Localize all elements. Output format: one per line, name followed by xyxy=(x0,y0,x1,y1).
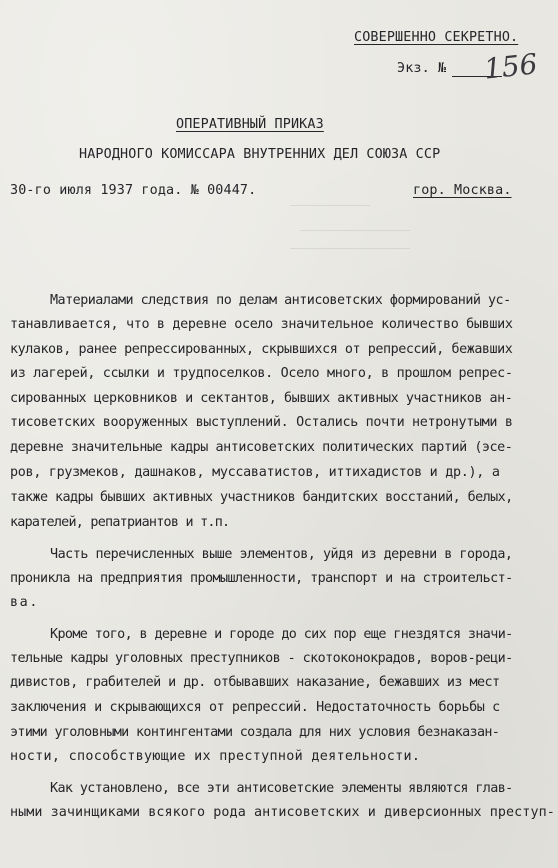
body-line: карателей, репатриантов и т.п. xyxy=(10,515,230,530)
body-line: тельные кадры уголовных преступников - скотоконокрадов, воров-реци- xyxy=(10,651,513,666)
body-line: Часть перечисленных выше элементов, уйдя из деревни в города, xyxy=(50,547,513,562)
faded-mark xyxy=(290,248,410,249)
body-line: тисоветских вооруженных выступлений. Остались почти нетронутыми в xyxy=(10,415,513,430)
secrecy-stamp: СОВЕРШЕННО СЕКРЕТНО. xyxy=(354,30,519,45)
body-line: деревне значительные кадры антисоветских политических партий (эсе- xyxy=(10,440,513,455)
body-line: ров, грузмеков, дашнаков, муссаватистов, иттихадистов и др.), а xyxy=(10,465,500,480)
body-line: также кадры бывших активных участников бандитских восстаний, белых, xyxy=(10,490,513,505)
body-line: из лагерей, ссылки и трудпоселков. Осело много, в прошлом репрес- xyxy=(10,366,513,381)
order-city: гор. Москва. xyxy=(413,183,512,198)
handwritten-copy-number: 156 xyxy=(482,47,539,86)
body-line: кулаков, ранее репрессированных, скрывшихся от репрессий, бежавших xyxy=(10,342,513,357)
body-line: заключения и скрывающихся от репрессий. Недостаточность борьбы с xyxy=(10,700,500,715)
faded-mark xyxy=(290,205,370,206)
faded-mark xyxy=(300,230,410,231)
body-line: танавливается, что в деревне осело значительное количество бывших xyxy=(10,317,513,332)
body-line: ности, способствующие их преступной деятельности. xyxy=(10,749,421,764)
order-title: ОПЕРАТИВНЫЙ ПРИКАЗ xyxy=(176,117,324,132)
body-line: ными зачинщиками всякого рода антисоветских и диверсионных преступ- xyxy=(10,805,555,820)
body-line: Кроме того, в деревне и городе до сих пор еще гнездятся значи- xyxy=(50,627,513,642)
copy-number-label: Экз. № xyxy=(397,61,447,76)
body-line: ва. xyxy=(10,595,39,610)
body-line: дивистов, грабителей и др. отбывавших наказание, бежавших из мест xyxy=(10,675,500,690)
order-date-and-number: 30-го июля 1937 года. № 00447. xyxy=(10,183,257,198)
body-line: проникла на предприятия промышленности, транспорт и на строительст- xyxy=(10,571,513,586)
body-line: Как установлено, все эти антисоветские элементы являются глав- xyxy=(50,781,513,796)
order-subtitle: НАРОДНОГО КОМИССАРА ВНУТРЕННИХ ДЕЛ СОЮЗА ССР xyxy=(79,147,441,162)
body-line: сированных церковников и сектантов, бывших активных участников ан- xyxy=(10,391,513,406)
body-line: Материалами следствия по делам антисоветских формирований ус- xyxy=(50,293,511,308)
body-line: этими уголовными контингентами создала для них условия безнаказан- xyxy=(10,725,500,740)
